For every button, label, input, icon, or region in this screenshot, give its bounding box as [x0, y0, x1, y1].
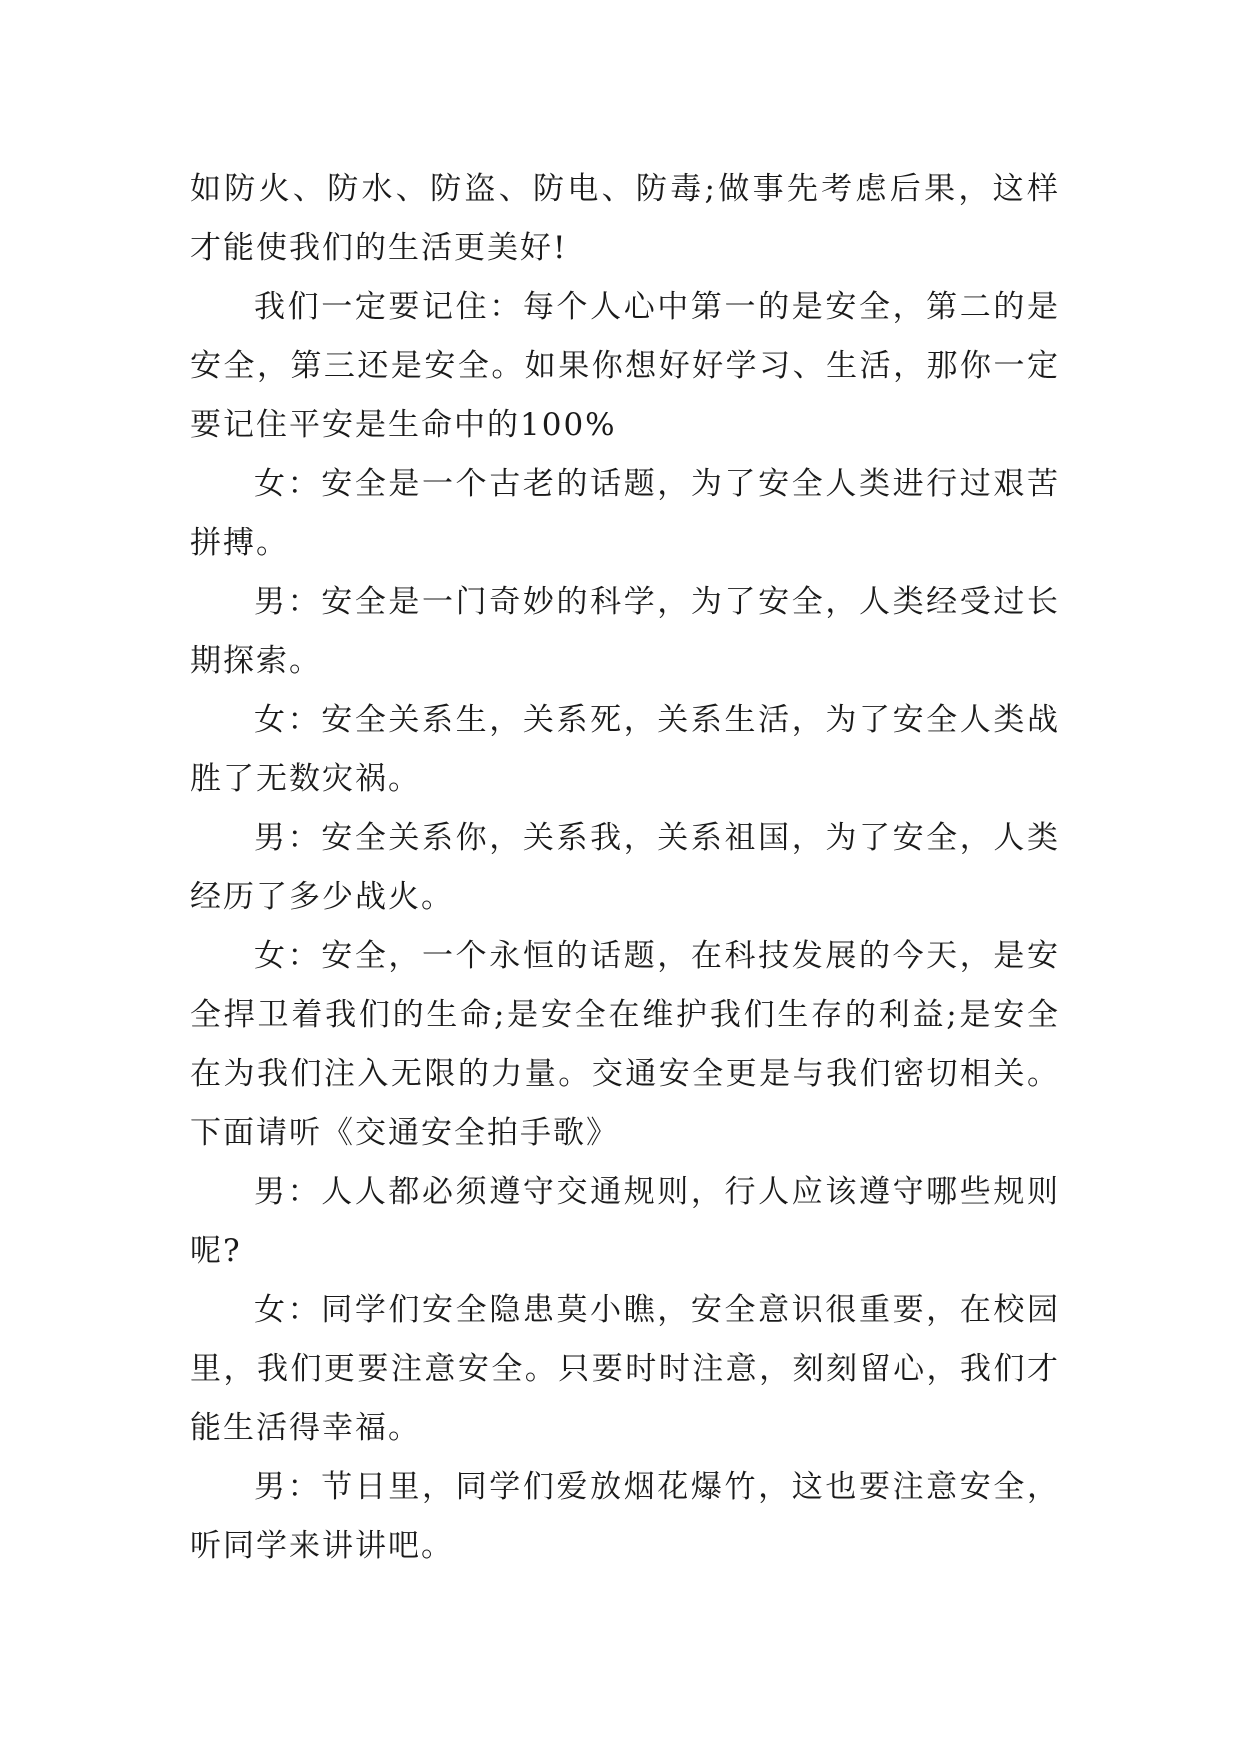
paragraph-6: 男：安全关系你，关系我，关系祖国，为了安全，人类经历了多少战火。: [190, 820, 1060, 915]
paragraph-4: 男：安全是一门奇妙的科学，为了安全，人类经受过长期探索。: [190, 584, 1060, 679]
paragraph-3: 女：安全是一个古老的话题，为了安全人类进行过艰苦拼搏。: [190, 466, 1060, 561]
paragraph-2: 我们一定要记住：每个人心中第一的是安全，第二的是安全，第三还是安全。如果你想好好学习、生活，那你一定要记住平安是生命中的100%: [190, 289, 1060, 443]
paragraph-8: 男：人人都必须遵守交通规则，行人应该遵守哪些规则呢?: [190, 1174, 1060, 1269]
paragraph-7: 女：安全，一个永恒的话题，在科技发展的今天，是安全捍卫着我们的生命;是安全在维护我们生存的利益;是安全在为我们注入无限的力量。交通安全更是与我们密切相关。下面请听《交通安全拍手歌》: [190, 938, 1060, 1151]
paragraph-10: 男：节日里，同学们爱放烟花爆竹，这也要注意安全，听同学来讲讲吧。: [190, 1469, 1060, 1564]
paragraph-9: 女：同学们安全隐患莫小瞧，安全意识很重要，在校园里，我们更要注意安全。只要时时注意，刻刻留心，我们才能生活得幸福。: [190, 1292, 1060, 1446]
paragraph-5: 女：安全关系生，关系死，关系生活，为了安全人类战胜了无数灾祸。: [190, 702, 1060, 797]
document-body: [190, 160, 1060, 1576]
paragraph-1: 如防火、防水、防盗、防电、防毒;做事先考虑后果，这样才能使我们的生活更美好!: [190, 171, 1060, 266]
